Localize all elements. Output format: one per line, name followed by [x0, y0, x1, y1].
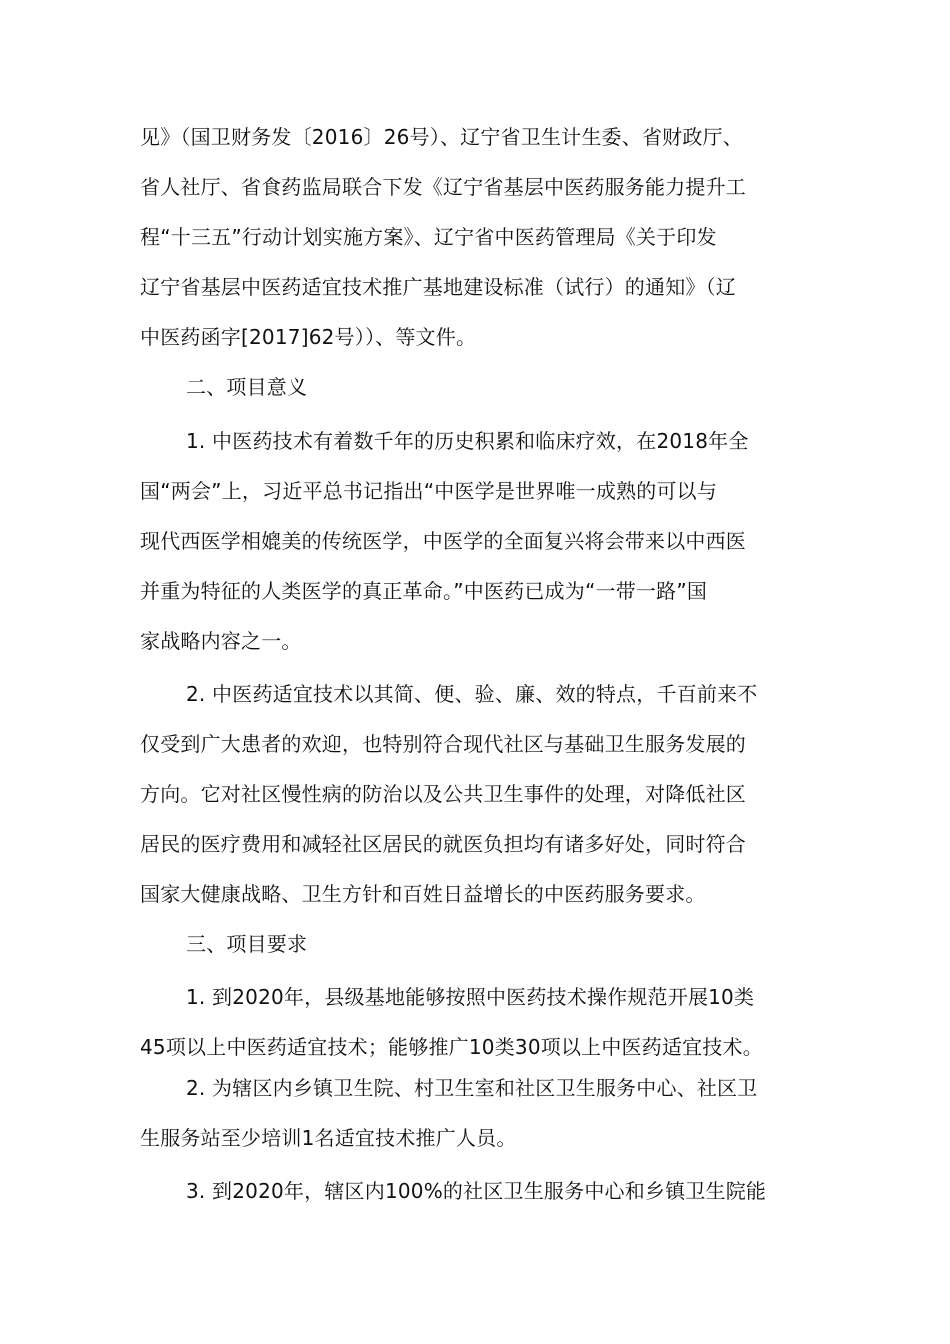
paragraph-line: 并重为特征的人类医学的真正革命。”中医药已成为“一带一路”国	[140, 579, 708, 603]
paragraph-line: 国“两会”上，习近平总书记指出“中医学是世界唯一成熟的可以与	[140, 479, 718, 503]
paragraph-line: 家战略内容之一。	[140, 629, 302, 653]
paragraph-line: 1. 中医药技术有着数千年的历史积累和临床疗效，在2018年全	[186, 429, 749, 453]
paragraph-line: 2. 为辖区内乡镇卫生院、村卫生室和社区卫生服务中心、社区卫	[186, 1076, 758, 1100]
paragraph-line: 见》（国卫财务发〔2016〕26号）、辽宁省卫生计生委、省财政厅、	[140, 125, 743, 149]
paragraph-line: 3. 到2020年，辖区内100%的社区卫生服务中心和乡镇卫生院能	[186, 1179, 767, 1203]
section-heading-requirements: 三、项目要求	[186, 932, 308, 956]
paragraph-line: 中医药函字[2017]62号））、等文件。	[140, 325, 477, 349]
paragraph-line: 国家大健康战略、卫生方针和百姓日益增长的中医药服务要求。	[140, 882, 706, 906]
paragraph-line: 1. 到2020年，县级基地能够按照中医药技术操作规范开展10类	[186, 985, 755, 1009]
paragraph-line: 2. 中医药适宜技术以其简、便、验、廉、效的特点，千百前来不	[186, 682, 758, 706]
paragraph-line: 居民的医疗费用和减轻社区居民的就医负担均有诸多好处，同时符合	[140, 832, 746, 856]
paragraph-line: 程“十三五”行动计划实施方案》、辽宁省中医药管理局《关于印发	[140, 225, 717, 249]
paragraph-line: 45项以上中医药适宜技术；能够推广10类30项以上中医药适宜技术。	[140, 1035, 763, 1059]
paragraph-line: 方向。它对社区慢性病的防治以及公共卫生事件的处理，对降低社区	[140, 782, 746, 806]
paragraph-line: 省人社厅、省食药监局联合下发《辽宁省基层中医药服务能力提升工	[140, 175, 746, 199]
paragraph-line: 仅受到广大患者的欢迎，也特别符合现代社区与基础卫生服务发展的	[140, 732, 746, 756]
paragraph-line: 生服务站至少培训1名适宜技术推广人员。	[140, 1126, 517, 1150]
section-heading-significance: 二、项目意义	[186, 375, 308, 399]
paragraph-line: 辽宁省基层中医药适宜技术推广基地建设标准（试行）的通知》（辽	[140, 275, 736, 299]
paragraph-line: 现代西医学相媲美的传统医学，中医学的全面复兴将会带来以中西医	[140, 529, 746, 553]
